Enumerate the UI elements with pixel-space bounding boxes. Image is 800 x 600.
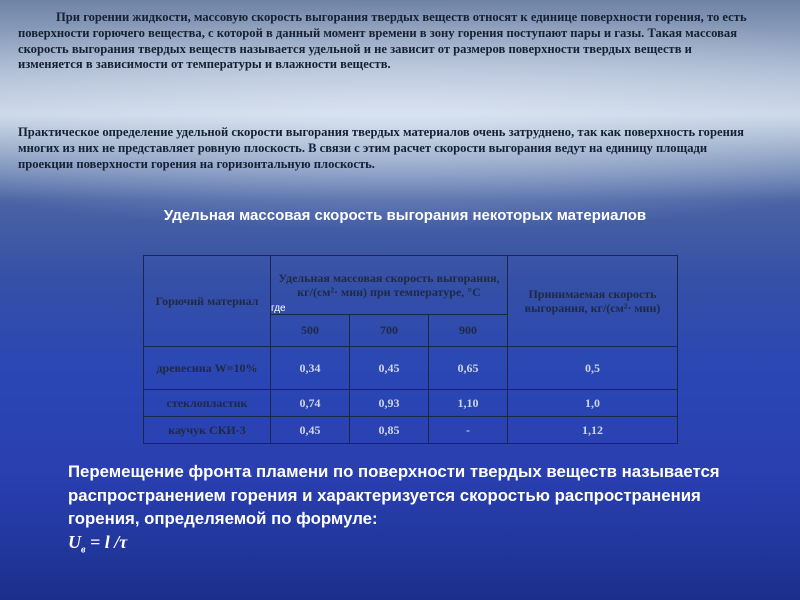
cell-value-500: 0,74 xyxy=(271,390,350,417)
spread-rate-formula xyxy=(68,531,128,556)
cell-value-900: 1,10 xyxy=(429,390,508,417)
header-specific-rate xyxy=(271,256,508,315)
paragraph-practical-definition: Практическое определение удельной скорости выгорания твердых материалов очень затруднено, так как поверхность горения многих из них не представляет ровную плоскость. В связи с этим расчет скорости выгорания ведут на единицу площади проекции поверхности горения на горизонтальную плоскость. xyxy=(18,125,744,171)
formula-u: U xyxy=(68,531,81,552)
cell-value-900: - xyxy=(429,417,508,444)
table-header-row xyxy=(144,256,678,315)
header-specific-rate-text: Удельная массовая скорость выгорания, кг/(см²· мин) при температуре, °С xyxy=(278,270,500,299)
cell-value-700: 0,45 xyxy=(350,347,429,390)
temp-900: 900 xyxy=(429,314,508,346)
flame-spread-text: Перемещение фронта пламени по поверхности твердых веществ называется распространением горения и характеризуется скоростью распространения горения, определяемой по формуле: xyxy=(68,462,720,528)
cell-value-500: 0,45 xyxy=(271,417,350,444)
temp-700: 700 xyxy=(350,314,429,346)
where-label: где xyxy=(271,303,286,314)
header-accepted-rate: Принимаемая скорость выгорания, кг/(см²· мин) xyxy=(508,256,678,347)
paragraph-burning-rate: При горении жидкости, массовую скорость выгорания твердых веществ относят к единице поверхности горения, то есть поверхности горючего вещества, с которой в данный момент времени в зону горения поступают пары и газы. Такая массовая скорость выгорания твердых веществ называется удельной и не зависит от размеров поверхности твердых веществ и изменяется в зависимости от температуры и влажности веществ. xyxy=(18,10,747,72)
cell-accepted: 1,12 xyxy=(508,417,678,444)
cell-value-700: 0,93 xyxy=(350,390,429,417)
burning-rate-table xyxy=(143,255,678,444)
cell-accepted: 1,0 xyxy=(508,390,678,417)
cell-accepted: 0,5 xyxy=(508,347,678,390)
header-material: Горючий материал xyxy=(144,256,271,347)
table-row xyxy=(144,390,678,417)
cell-value-900: 0,65 xyxy=(429,347,508,390)
cell-value-500: 0,34 xyxy=(271,347,350,390)
cell-material: каучук СКИ-3 xyxy=(144,417,271,444)
formula-subscript: в xyxy=(81,544,86,556)
temp-500: 500 xyxy=(271,314,350,346)
table-row xyxy=(144,347,678,390)
cell-material: стеклопластик xyxy=(144,390,271,417)
flame-spread-definition xyxy=(68,460,768,562)
table-row xyxy=(144,417,678,444)
cell-material: древесина W=10% xyxy=(144,347,271,390)
formula-rest: = l /τ xyxy=(85,531,128,552)
cell-value-700: 0,85 xyxy=(350,417,429,444)
table-title: Удельная массовая скорость выгорания некоторых материалов xyxy=(163,207,647,224)
